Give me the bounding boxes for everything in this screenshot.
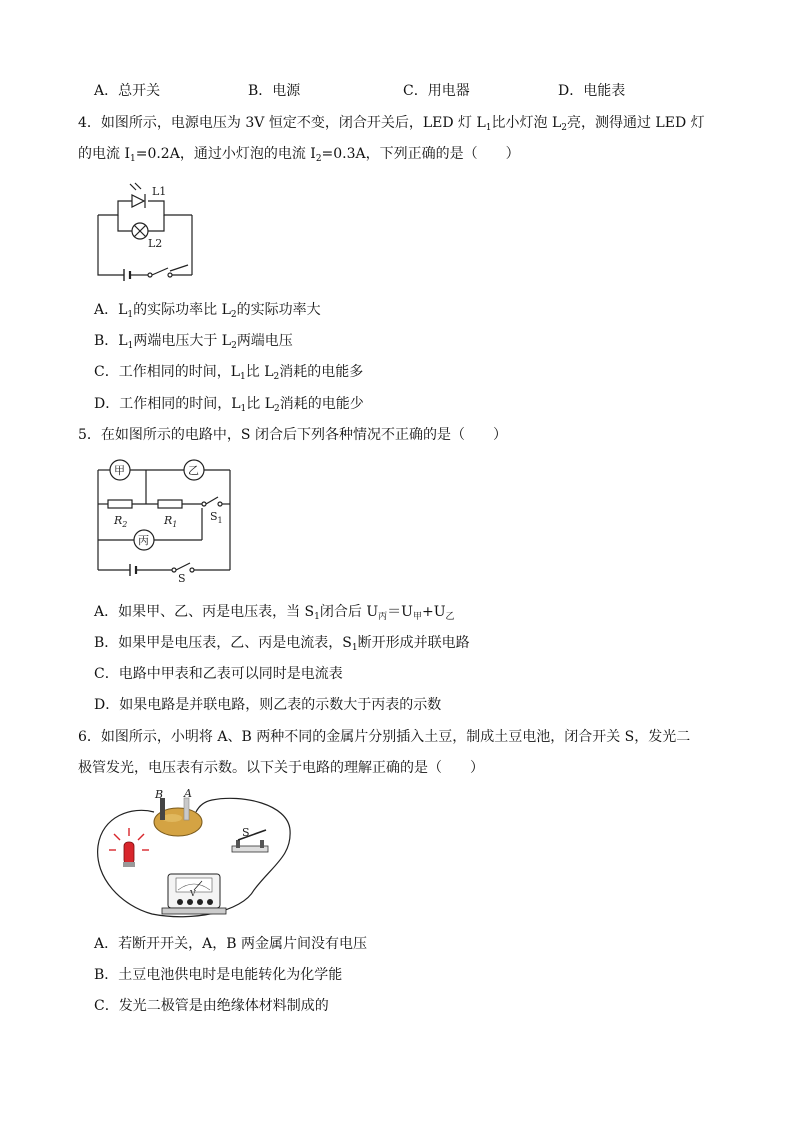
q5-label-r1: $R_1$ (164, 514, 178, 529)
q4-option-d: D．工作相同的时间，$L_1$比 $L_2$消耗的电能少 (94, 396, 364, 414)
q6-option-c: C．发光二极管是由绝缘体材料制成的 (94, 998, 329, 1014)
q4-stem-line2: 的电流 $I_1=0.2A$，通过小灯泡的电流 $I_2=0.3A$，下列正确的是（ ） (78, 146, 520, 164)
q5-option-d: D．如果电路是并联电路，则乙表的示数大于丙表的示数 (94, 697, 442, 713)
q6-option-a: A．若断开开关，A，B 两金属片间没有电压 (94, 936, 367, 952)
q4-stem-line1: 4．如图所示，电源电压为 3V 恒定不变，闭合开关后，LED 灯 $L_1$比小灯泡 $L_2$亮，测得通过 LED 灯 (78, 115, 705, 133)
q4-circuit-diagram (88, 175, 208, 287)
q6-stem-line1: 6．如图所示，小明将 A、B 两种不同的金属片分别插入土豆，制成土豆电池，闭合开关 S，发光二 (78, 729, 691, 745)
q4-option-a: A．$L_1$的实际功率比 $L_2$的实际功率大 (94, 302, 321, 320)
q6-label-b: B (155, 788, 164, 801)
q3-option-c: C．用电器 (403, 83, 470, 99)
q6-option-b: B．土豆电池供电时是电能转化为化学能 (94, 967, 343, 983)
switch-icon (232, 830, 268, 852)
q3-option-d: D．电能表 (558, 83, 626, 99)
q5-circuit-diagram (92, 456, 238, 586)
q5-label-s1: $S_1$ (210, 510, 223, 525)
q6-label-v: V (190, 889, 196, 898)
q3-option-b: B．电源 (248, 83, 301, 99)
q5-stem: 5．在如图所示的电路中，S 闭合后下列各种情况不正确的是（ ） (78, 427, 507, 443)
q4-label-l2: L2 (148, 237, 163, 250)
q3-option-a: A．总开关 (94, 83, 161, 99)
q6-label-a: A (184, 787, 192, 800)
q4-option-c: C．工作相同的时间，$L_1$比 $L_2$消耗的电能多 (94, 364, 364, 382)
q4-option-b: B．$L_1$两端电压大于 $L_2$两端电压 (94, 333, 293, 351)
q6-potato-battery-diagram (92, 786, 302, 922)
q5-option-b: B．如果甲是电压表，乙、丙是电流表，$S_1$断开形成并联电路 (94, 635, 470, 653)
q5-option-a: A．如果甲、乙、丙是电压表，当 $S_1$闭合后 $U_丙=U_甲+U_乙$ (94, 604, 455, 622)
q4-label-l1: L1 (152, 185, 167, 198)
q5-meter-jia: 甲 (114, 464, 125, 477)
q5-option-c: C．电路中甲表和乙表可以同时是电流表 (94, 666, 343, 682)
q6-stem-line2: 极管发光，电压表有示数。以下关于电路的理解正确的是（ ） (78, 760, 484, 776)
q5-meter-yi: 乙 (188, 464, 199, 477)
led-icon (109, 828, 149, 867)
q6-label-s: S (242, 826, 250, 839)
q5-label-s: S (178, 572, 186, 585)
q5-label-r2: $R_2$ (114, 514, 128, 529)
q5-meter-bing: 丙 (138, 534, 149, 547)
